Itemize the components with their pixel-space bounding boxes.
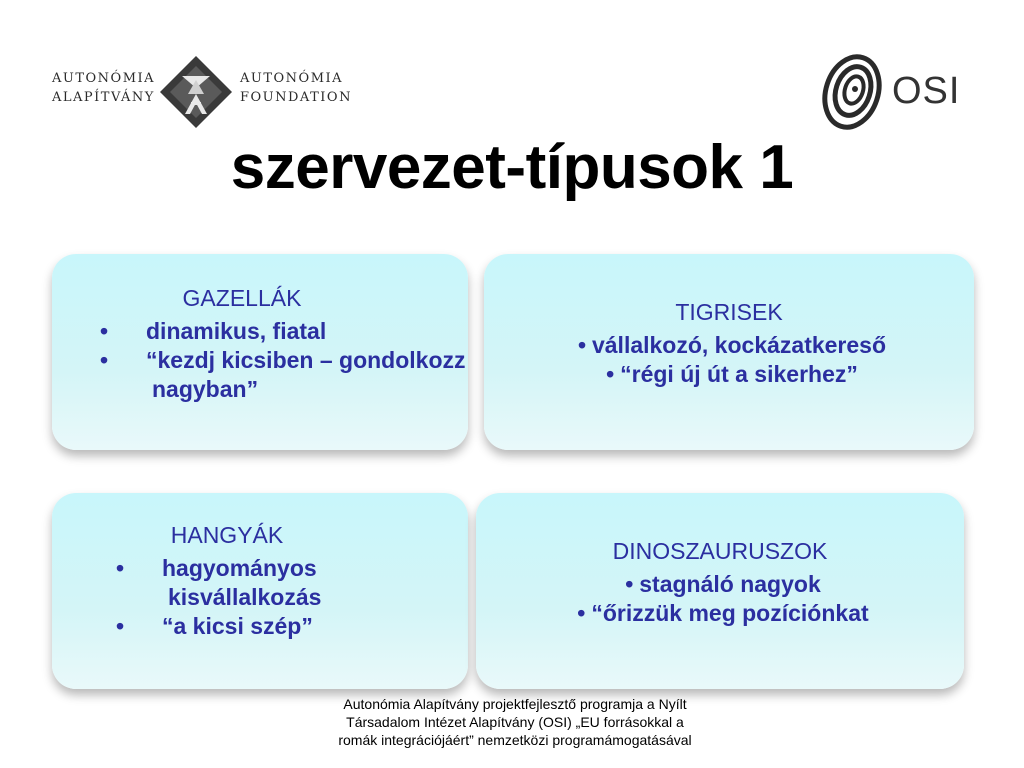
list-item-text: “a kicsi szép”	[162, 613, 313, 639]
footer-line: Társadalom Intézet Alapítvány (OSI) „EU forrásokkal a	[346, 714, 684, 730]
list-item-text: “régi új út a sikerhez”	[620, 361, 858, 387]
slide-title: szervezet-típusok 1	[230, 133, 794, 202]
list-item	[484, 360, 974, 389]
footer-note	[250, 695, 780, 749]
osi-logo	[822, 48, 961, 134]
box-heading: GAZELLÁK	[182, 285, 302, 311]
list-item-text: hagyományos kisvállalkozás	[162, 555, 322, 610]
list-item-text: “őrizzük meg pozíciónkat	[591, 600, 869, 626]
bullet-list	[100, 317, 468, 404]
autonomia-emblem-icon	[158, 54, 234, 130]
box-gazellak	[52, 254, 468, 450]
list-item	[476, 599, 964, 628]
autonomia-logo-text-en	[240, 69, 352, 107]
footer-line: romák integrációjáért” nemzetközi programámogatásával	[338, 732, 692, 748]
autonomia-logo	[52, 54, 352, 130]
list-item	[484, 331, 974, 360]
bullet-list	[484, 331, 974, 389]
logo-text-line: AUTONÓMIA	[52, 71, 156, 86]
box-hangyak	[52, 493, 468, 689]
autonomia-logo-text-hu	[52, 69, 155, 107]
box-heading: DINOSZAURUSZOK	[612, 538, 828, 564]
box-dinoszauruszok	[476, 493, 964, 689]
bullet-icon: •	[606, 361, 615, 387]
logo-text-line: FOUNDATION	[240, 90, 352, 105]
logo-text-line: ALAPÍTVÁNY	[52, 90, 155, 105]
list-item	[100, 317, 468, 346]
bullet-icon: •	[577, 600, 586, 626]
list-item	[116, 554, 382, 612]
bullet-list	[116, 554, 382, 641]
list-item-text: dinamikus, fiatal	[146, 318, 327, 344]
footer-line: Autonómia Alapítvány projektfejlesztő programja a Nyílt	[343, 696, 687, 712]
bullet-icon: •	[577, 332, 586, 358]
logo-text-line: AUTONÓMIA	[240, 71, 344, 86]
bullet-icon: •	[116, 555, 125, 581]
osi-wordmark: OSI	[892, 70, 961, 112]
box-heading: TIGRISEK	[675, 299, 783, 325]
list-item-text: “kezdj kicsiben – gondolkozz nagyban”	[146, 347, 466, 402]
bullet-icon: •	[625, 571, 634, 597]
osi-spiral-icon	[822, 48, 888, 134]
list-item	[476, 570, 964, 599]
box-tigrisek	[484, 254, 974, 450]
bullet-icon: •	[100, 318, 109, 344]
list-item-text: stagnáló nagyok	[639, 571, 821, 597]
bullet-icon: •	[116, 613, 125, 639]
list-item	[116, 612, 382, 641]
bullet-list	[476, 570, 964, 628]
box-heading: HANGYÁK	[170, 522, 284, 548]
list-item-text: vállalkozó, kockázatkereső	[591, 332, 887, 358]
list-item	[100, 346, 468, 404]
bullet-icon: •	[100, 347, 109, 373]
